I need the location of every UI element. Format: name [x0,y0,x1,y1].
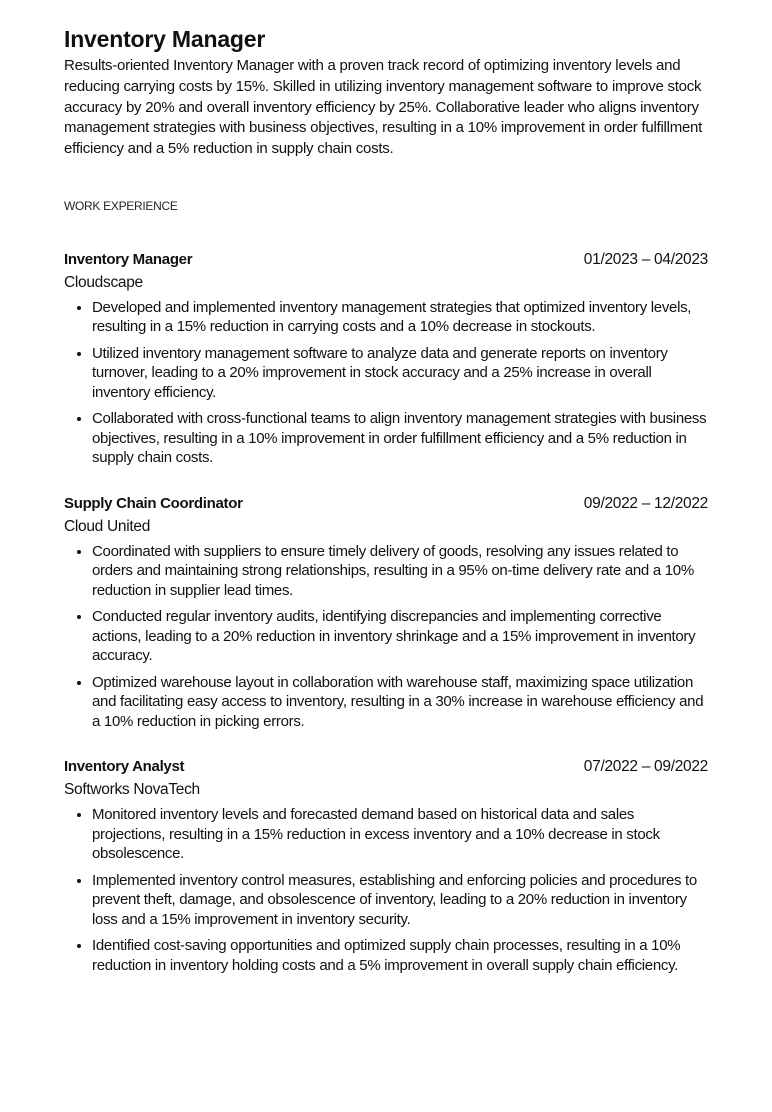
entry-header [64,757,708,777]
job-title: Inventory Analyst [64,758,185,776]
entry-header [64,250,708,270]
achievement-item: • Utilized inventory management software to analyze data and generate reports on inventory turnover, leading to a 20% improvement in stock accuracy and a 25% increase in overall inventory efficiency. [92,344,708,403]
achievement-list [64,298,708,468]
achievement-item: • Collaborated with cross-functional teams to align inventory management strategies with business objectives, resulting in a 10% improvement in order fulfillment efficiency and a 5% reduction in supply chain costs. [92,409,708,468]
achievement-list [64,805,708,975]
resume-title: Inventory Manager [64,26,266,52]
achievement-item: • Coordinated with suppliers to ensure timely delivery of goods, resolving any issues related to orders and maintaining strong relationships, resulting in a 95% on-time delivery rate and a 10% reduction in supplier lead times. [92,542,708,601]
job-dates: 07/2022 – 09/2022 [583,758,708,776]
experience-entry [64,494,708,732]
achievement-item: • Implemented inventory control measures, establishing and enforcing policies and procedures to prevent theft, damage, and obsolescence of inventory, leading to a 20% reduction in inventory loss and a 15% improvement in inventory security. [92,871,708,930]
entry-header [64,494,708,514]
section-heading-work-experience: WORK EXPERIENCE [64,198,178,213]
company-name: Cloudscape [64,273,143,291]
achievement-item: • Conducted regular inventory audits, identifying discrepancies and implementing corrective actions, leading to a 20% reduction in inventory shrinkage and a 15% improvement in inventory accuracy. [92,607,708,666]
job-dates: 09/2022 – 12/2022 [583,494,708,512]
job-title: Inventory Manager [64,250,193,268]
experience-entry [64,757,708,975]
achievement-item: • Developed and implemented inventory management strategies that optimized inventory levels, resulting in a 15% reduction in carrying costs and a 10% decrease in stockouts. [92,298,708,337]
company-name: Cloud United [64,517,151,535]
job-dates: 01/2023 – 04/2023 [583,250,708,268]
company-name: Softworks NovaTech [64,781,200,799]
experience-entry [64,250,708,468]
job-title: Supply Chain Coordinator [64,494,243,512]
professional-summary: Results-oriented Inventory Manager with a proven track record of optimizing inventory levels and reducing carrying costs by 15%. Skilled in utilizing inventory management software to improve stock accuracy by 20% and overall inventory efficiency by 25%. Collaborative leader who aligns inventory management strategies with business objectives, resulting in a 10% improvement in order fulfillment efficiency and a 5% reduction in supply chain costs. [64,57,703,158]
achievement-item: • Identified cost-saving opportunities and optimized supply chain processes, resulting in a 10% reduction in inventory holding costs and a 5% improvement in overall supply chain efficiency. [92,936,708,975]
achievement-item: • Monitored inventory levels and forecasted demand based on historical data and sales projections, resulting in a 15% reduction in excess inventory and a 10% decrease in stock obsolescence. [92,805,708,864]
achievement-item: • Optimized warehouse layout in collaboration with warehouse staff, maximizing space utilization and facilitating easy access to inventory, resulting in a 30% increase in warehouse efficiency and a 10% reduction in picking errors. [92,673,708,732]
achievement-list [64,542,708,732]
